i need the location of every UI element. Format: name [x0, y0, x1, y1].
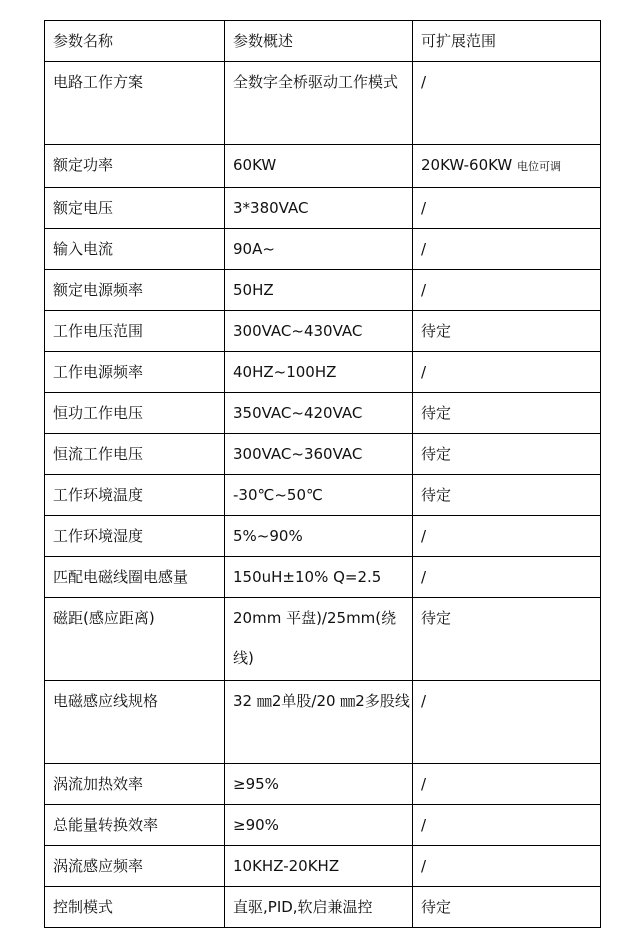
table-row: [45, 352, 601, 393]
param-name: 电路工作方案: [45, 62, 225, 145]
param-name: 涡流感应频率: [45, 846, 225, 887]
param-range: /: [413, 764, 601, 805]
param-name: 工作环境温度: [45, 475, 225, 516]
param-desc: 10KHZ-20KHZ: [225, 846, 413, 887]
spec-table: [44, 20, 601, 928]
table-row: [45, 393, 601, 434]
param-range: /: [413, 846, 601, 887]
param-range-note: 电位可调: [517, 160, 562, 173]
param-desc: 直驱,PID,软启兼温控: [225, 887, 413, 928]
param-desc: 全数字全桥驱动工作模式: [225, 62, 413, 145]
table-row: [45, 764, 601, 805]
param-name: 工作环境湿度: [45, 516, 225, 557]
param-desc: 60KW: [225, 145, 413, 188]
param-desc: 90A~: [225, 229, 413, 270]
param-name: 恒流工作电压: [45, 434, 225, 475]
param-range-cell: [413, 145, 601, 188]
param-name: 总能量转换效率: [45, 805, 225, 846]
param-desc: 32 ㎜2单股/20 ㎜2多股线: [225, 681, 413, 764]
param-name: 工作电压范围: [45, 311, 225, 352]
param-range: 待定: [413, 887, 601, 928]
param-range: 待定: [413, 475, 601, 516]
table-row: [45, 516, 601, 557]
param-range: /: [413, 62, 601, 145]
param-desc: 50HZ: [225, 270, 413, 311]
param-desc: ≥95%: [225, 764, 413, 805]
param-desc: 300VAC~430VAC: [225, 311, 413, 352]
param-range: /: [413, 229, 601, 270]
param-range: /: [413, 270, 601, 311]
table-row: [45, 475, 601, 516]
param-name: 匹配电磁线圈电感量: [45, 557, 225, 598]
param-range: 待定: [413, 434, 601, 475]
table-row: [45, 62, 601, 145]
param-desc: 5%~90%: [225, 516, 413, 557]
param-desc: 20mm 平盘)/25mm(绕线): [225, 598, 413, 681]
table-row: [45, 681, 601, 764]
param-desc: 350VAC~420VAC: [225, 393, 413, 434]
param-name: 恒功工作电压: [45, 393, 225, 434]
table-row: [45, 188, 601, 229]
table-row: [45, 805, 601, 846]
param-desc: 40HZ~100HZ: [225, 352, 413, 393]
table-row: [45, 229, 601, 270]
param-range: 20KW-60KW: [421, 156, 513, 174]
table-row: [45, 270, 601, 311]
param-desc: ≥90%: [225, 805, 413, 846]
table-row: [45, 846, 601, 887]
table-row: [45, 598, 601, 681]
table-row: [45, 434, 601, 475]
table-row: [45, 557, 601, 598]
param-range: 待定: [413, 598, 601, 681]
param-range: /: [413, 557, 601, 598]
table-row: [45, 887, 601, 928]
param-name: 额定功率: [45, 145, 225, 188]
param-desc: 150uH±10% Q=2.5: [225, 557, 413, 598]
header-range: 可扩展范围: [413, 21, 601, 62]
header-param-desc: 参数概述: [225, 21, 413, 62]
param-desc: -30℃~50℃: [225, 475, 413, 516]
param-range: /: [413, 188, 601, 229]
param-range: /: [413, 352, 601, 393]
param-name: 涡流加热效率: [45, 764, 225, 805]
param-name: 额定电压: [45, 188, 225, 229]
param-desc: 300VAC~360VAC: [225, 434, 413, 475]
table-header-row: [45, 21, 601, 62]
param-name: 工作电源频率: [45, 352, 225, 393]
header-param-name: 参数名称: [45, 21, 225, 62]
param-name: 额定电源频率: [45, 270, 225, 311]
param-range: 待定: [413, 393, 601, 434]
param-name: 控制模式: [45, 887, 225, 928]
param-name: 电磁感应线规格: [45, 681, 225, 764]
param-range: /: [413, 805, 601, 846]
param-range: /: [413, 516, 601, 557]
param-desc: 3*380VAC: [225, 188, 413, 229]
table-row: [45, 311, 601, 352]
param-range: 待定: [413, 311, 601, 352]
param-name: 磁距(感应距离): [45, 598, 225, 681]
param-range: /: [413, 681, 601, 764]
table-row: [45, 145, 601, 188]
param-name: 输入电流: [45, 229, 225, 270]
